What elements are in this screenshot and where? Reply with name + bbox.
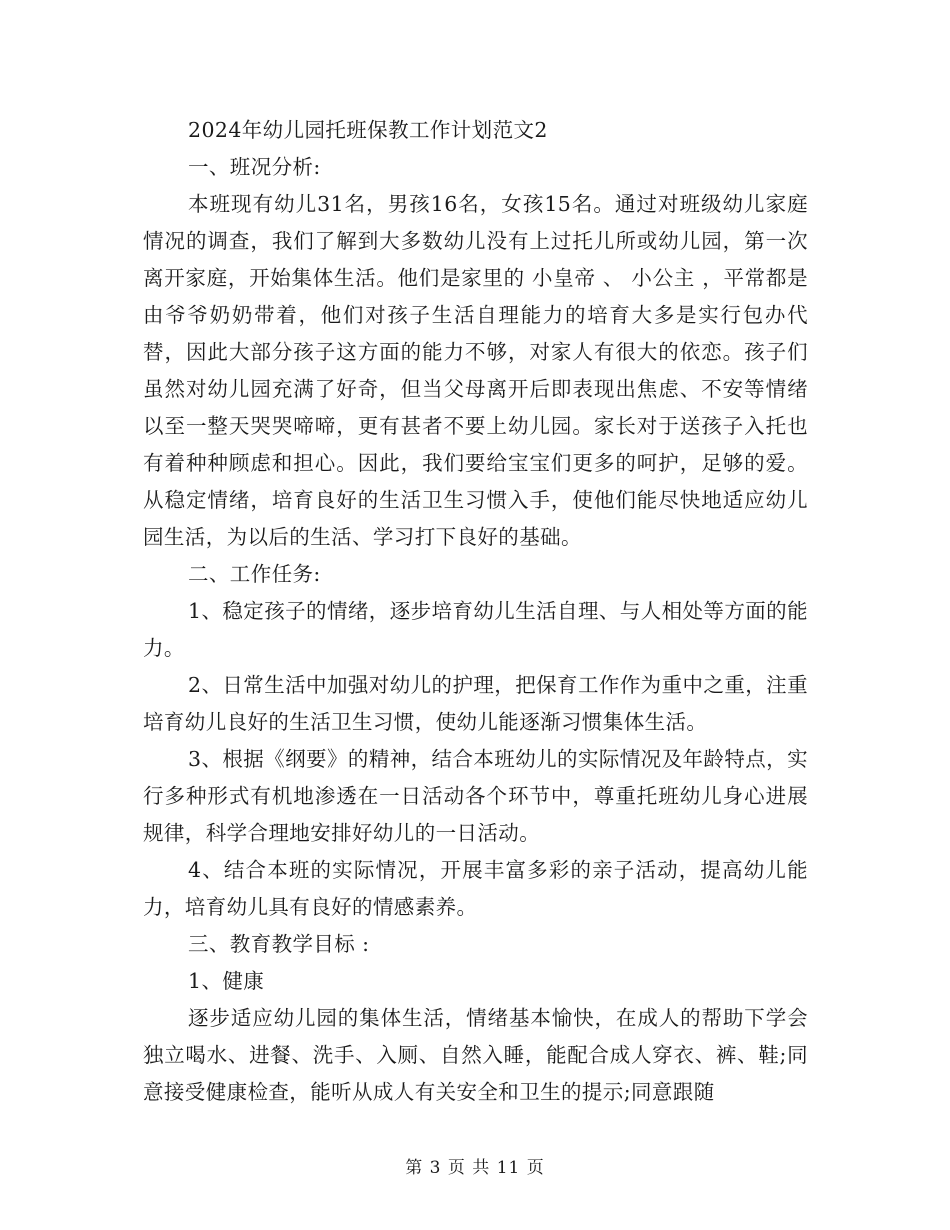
section-heading-work-tasks: 二、工作任务: xyxy=(188,562,321,586)
task-item-2: 2、日常生活中加强对幼儿的护理，把保育工作作为重中之重，注重培育幼儿良好的生活卫生习惯，使幼儿能逐渐习惯集体生活。 xyxy=(143,673,808,734)
task-item-4: 4、结合本班的实际情况，开展丰富多彩的亲子活动，提高幼儿能力，培育幼儿具有良好的情感素养。 xyxy=(143,858,808,919)
subheading-health: 1、健康 xyxy=(188,969,265,993)
document-body xyxy=(143,112,808,1111)
page-number-footer: 第 3 页 共 11 页 xyxy=(405,1158,545,1178)
paragraph-health: 逐步适应幼儿园的集体生活，情绪基本愉快，在成人的帮助下学会独立喝水、进餐、洗手、入厕、自然入睡，能配合成人穿衣、裤、鞋;同意接受健康检查，能听从成人有关安全和卫生的提示;同意跟随 xyxy=(143,1006,808,1104)
document-title: 2024年幼儿园托班保教工作计划范文2 xyxy=(188,118,548,142)
section-heading-teaching-goals: 三、教育教学目标 : xyxy=(188,932,370,956)
task-item-3: 3、根据《纲要》的精神，结合本班幼儿的实际情况及年龄特点，实行多种形式有机地渗透在一日活动各个环节中，尊重托班幼儿身心进展规律，科学合理地安排好幼儿的一日活动。 xyxy=(143,747,808,845)
section-heading-class-analysis: 一、班况分析: xyxy=(188,155,321,179)
paragraph-class-analysis: 本班现有幼儿31名，男孩16名，女孩15名。通过对班级幼儿家庭情况的调查，我们了解到大多数幼儿没有上过托儿所或幼儿园，第一次离开家庭，开始集体生活。他们是家里的 小皇帝 、 小公主 ，平常都是由爷爷奶奶带着，他们对孩子生活自理能力的培育大多是实行包办代替，因此大部分孩子这方面的能力不够，对家人有很大的依恋。孩子们虽然对幼儿园充满了好奇，但当父母离开后即表现出焦虑、不安等情绪以至一整天哭哭啼啼，更有甚者不要上幼儿园。家长对于送孩子入托也有着种种顾虑和担心。因此，我们要给宝宝们更多的呵护，足够的爱。从稳定情绪，培育良好的生活卫生习惯入手，使他们能尽快地适应幼儿园生活，为以后的生活、学习打下良好的基础。 xyxy=(143,192,808,549)
task-item-1: 1、稳定孩子的情绪，逐步培育幼儿生活自理、与人相处等方面的能力。 xyxy=(143,599,808,660)
